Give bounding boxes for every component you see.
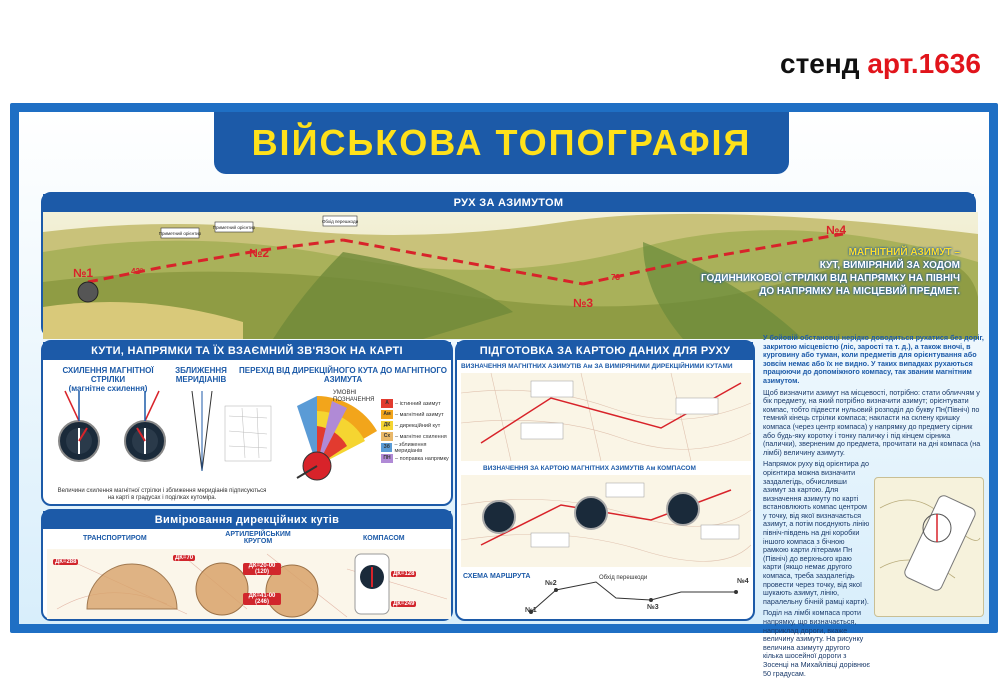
- tool-protractor: ТРАНСПОРТИРОМ: [83, 535, 147, 542]
- prep-map-1: [461, 373, 751, 461]
- right-intro: У бойовій обстановці нерідко доводиться рухатися без доріг, закритою місцевістю (ліс, зарості та т. д.), а також вночі, в курговину або туман, коли предметів для орієнтування або зовсім немає або їх не видно. У таких випадках рухаються працюючи до допоміжного компасу, так званим магнітним азимутом.: [763, 333, 984, 385]
- tag-2: ДК=70: [175, 555, 194, 561]
- tool-artillery-circle: АРТИЛЕРІЙСЬКИМ КРУГОМ: [225, 531, 291, 545]
- tag-6: ДК=249: [393, 601, 415, 607]
- convergence-heading: ЗБЛИЖЕННЯ МЕРИДІАНІВ: [175, 366, 227, 384]
- legend-text: – істинний азимут: [395, 400, 441, 407]
- definition-term: МАГНІТНИЙ АЗИМУТ –: [848, 247, 960, 258]
- legend-swatch: А: [381, 399, 393, 408]
- waypoint-4: №4: [826, 223, 847, 237]
- landmark-label-2: Приметний орієнтир: [212, 225, 256, 230]
- legend-swatch: Зб: [381, 443, 392, 452]
- angles-heading: КУТИ, НАПРЯМКИ ТА ЇХ ВЗАЄМНИЙ ЗВ'ЯЗОК НА КАРТІ: [43, 342, 451, 360]
- right-paragraph-1: Щоб визначити азимут на місцевості, потрібно: стати обличчям у бік предмету, на який потрібно визначити азимут; орієнтувати компас, тобто підвести нульовий розподіл до букву Пн(Північ) по темний кінець стрілки компаса; накласти на склену кришку компаса (через центр компаса) у напрямку до предмету сірник або будь-яку коротку і тонку паличку і під кінцем сірника (палички), зверненим до предмета, прочитати на дні компаса (на лімбі) величину азимуту.: [763, 387, 981, 457]
- tag-4: ДК=41-00 (246): [243, 593, 281, 605]
- angle-2: 73°: [611, 273, 624, 282]
- angle-1: 42°: [131, 267, 144, 276]
- measure-panel: [41, 509, 453, 621]
- compass-on-map-image: [874, 477, 984, 617]
- legend-swatch: Aм: [381, 410, 393, 419]
- article-label: [780, 48, 981, 80]
- legend-swatch: ДК: [381, 421, 393, 430]
- route-point-3: №3: [647, 604, 659, 611]
- board-inner: [19, 112, 989, 678]
- landmark-label-3: Обхід перешкоди: [321, 219, 359, 224]
- legend-item: [381, 431, 453, 442]
- legend-text: – магнітне схилення: [395, 433, 447, 440]
- transition-heading: ПЕРЕХІД ВІД ДИРЕКЦІЙНОГО КУТА ДО МАГНІТНОГО АЗИМУТА: [239, 366, 447, 384]
- right-paragraph-2: Напрямок руху від орієнтира до орієнтира можна визначити заздалегідь, обчисливши азимут за картою. Для визначення азимуту по карті встановлюють компас центром у точку, від якої визначається азимут, а потім поєднують лінію північ-південь на дні коробки іншого компаса з бічною рамкою карти літерами Пн (Північ) до верхнього краю карти (якщо немає другого компаса, треба заздалегідь провести через точку, від якої шукають азимут, лінію, паралельну бічній рамці карти).: [763, 459, 870, 606]
- right-paragraph-3: Поділ на лімбі компаса проти напрямку, що визначається, наприклад дороги, вкаже величину азимуту. На рисунку величина азимуту другого кілька шосейної дороги з Зосенці на Михайлівці дорівнює 50 градусам.: [763, 608, 871, 678]
- definition-line-3: ДО НАПРЯМКУ НА МІСЦЕВИЙ ПРЕДМЕТ.: [759, 286, 960, 297]
- route-note: Обхід перешкоди: [599, 575, 648, 581]
- legend-text: – дирекційний кут: [395, 422, 441, 429]
- legend-item: [381, 442, 453, 453]
- angles-panel: [41, 340, 453, 506]
- measure-diagrams: [47, 549, 451, 619]
- legend-item: [381, 453, 453, 464]
- legend-swatch: Сх: [381, 432, 393, 441]
- legend-list: [381, 398, 453, 464]
- route-point-4: №4: [737, 578, 749, 585]
- legend-item: [381, 420, 453, 431]
- legend-swatch: ПН: [381, 454, 393, 463]
- tag-1: ДК=288: [55, 559, 77, 565]
- waypoint-3: №3: [573, 296, 594, 310]
- legend-title: УМОВНІ ПОЗНАЧЕННЯ: [333, 390, 375, 403]
- page-title: ВІЙСЬКОВА ТОПОГРАФІЯ: [251, 122, 752, 163]
- route-point-2: №2: [545, 580, 557, 587]
- waypoint-1: №1: [73, 266, 94, 280]
- stand-board: [10, 103, 998, 678]
- legend-item: [381, 398, 453, 409]
- prep-map-2: [461, 475, 751, 567]
- panorama-panel: [41, 192, 976, 337]
- definition-line-2: ГОДИННИКОВОЇ СТРІЛКИ ВІД НАПРЯМКУ НА ПІВНІЧ: [700, 273, 960, 284]
- prep-panel: [455, 340, 755, 621]
- declination-title: СХИЛЕННЯ МАГНІТНОЇ СТРІЛКИ: [62, 366, 154, 384]
- definition-line-1: КУТ, ВИМІРЯНИЙ ЗА ХОДОМ: [819, 260, 960, 271]
- tag-3: ДК=20-00 (120): [243, 563, 281, 575]
- article-code: арт.1636: [867, 48, 981, 79]
- panorama-heading: РУХ ЗА АЗИМУТОМ: [43, 194, 974, 212]
- prep-sub-2: ВИЗНАЧЕННЯ ЗА КАРТОЮ МАГНІТНИХ АЗИМУТІВ Ам КОМПАСОМ: [483, 465, 696, 472]
- azimuth-definition: [660, 246, 960, 298]
- angles-caption: Величини схилення магнітної стрілки і зближення меридіанів підписуються на карті в градусах і поділках кутоміра.: [57, 488, 267, 501]
- legend-text: – зближення меридіанів: [394, 441, 427, 454]
- route-point-1: №1: [525, 607, 537, 614]
- prep-sub-1: ВИЗНАЧЕННЯ МАГНІТНИХ АЗИМУТІВ Ам ЗА ВИМІРЯНИМИ ДИРЕКЦІЙНИМИ КУТАМИ: [461, 363, 733, 370]
- article-prefix: стенд: [780, 48, 860, 79]
- tag-5: ДК=128: [393, 571, 415, 577]
- title-plate: [214, 112, 789, 174]
- route-title: СХЕМА МАРШРУТА: [463, 573, 531, 580]
- measure-heading: Вимірювання дирекційних кутів: [43, 511, 451, 529]
- waypoint-2: №2: [249, 246, 270, 260]
- declination-subtitle: (магнітне схилення): [68, 384, 148, 393]
- tool-compass: КОМПАСОМ: [363, 535, 405, 542]
- legend-text: – поправка напрямку: [395, 455, 449, 462]
- legend-item: [381, 409, 453, 420]
- legend-text: – магнітний азимут: [395, 411, 444, 418]
- landmark-label-1: Приметний орієнтир: [158, 231, 202, 236]
- prep-heading: ПІДГОТОВКА ЗА КАРТОЮ ДАНИХ ДЛЯ РУХУ: [457, 342, 753, 360]
